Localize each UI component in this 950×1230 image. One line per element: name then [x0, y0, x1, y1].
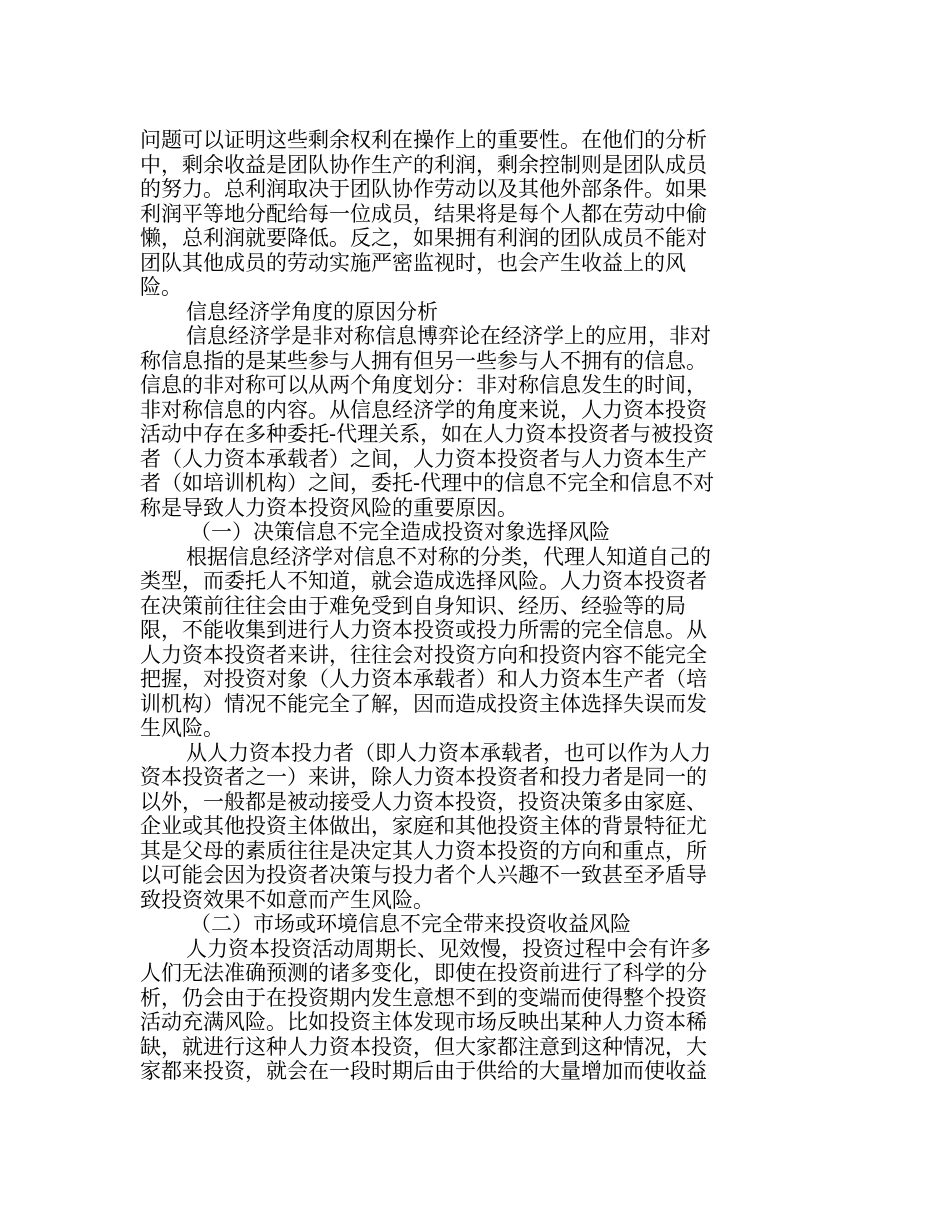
text-line: 在决策前往往会由于难免受到自身知识、经历、经验等的局 — [140, 593, 686, 618]
text-line: 人力资本投资者来讲，往往会对投资方向和投资内容不能完全 — [140, 642, 707, 667]
text-line: 以可能会因为投资者决策与投力者个人兴趣不一致甚至矛盾导 — [140, 863, 707, 887]
text-line: 人力资本投资活动周期长、见效慢，投资过程中会有许多 — [186, 936, 711, 961]
text-line: 析，仍会由于在投资期内发生意想不到的变端而使得整个投资 — [140, 985, 707, 1010]
text-line: 家都来投资，就会在一段时期后由于供给的大量增加而使收益 — [140, 1059, 707, 1083]
text-line: 者（人力资本承载者）之间，人力资本投资者与人力资本生产 — [140, 446, 707, 471]
text-line: 把握，对投资对象（人力资本承载者）和人力资本生产者（培 — [140, 667, 707, 691]
text-line: 致投资效果不如意而产生风险。 — [140, 887, 434, 912]
text-line: 限，不能收集到进行人力资本投资或投力所需的完全信息。从 — [140, 618, 707, 642]
text-line: 缺，就进行这种人力资本投资，但大家都注意到这种情况，大 — [140, 1034, 707, 1059]
text-line: 利润平等地分配给每一位成员，结果将是每个人都在劳动中偷 — [140, 201, 707, 226]
text-line: 以外，一般都是被动接受人力资本投资，投资决策多由家庭、 — [140, 789, 707, 814]
text-line: 人们无法准确预测的诸多变化，即使在投资前进行了科学的分 — [140, 961, 707, 985]
text-line: 懒，总利润就要降低。反之，如果拥有利润的团队成员不能对 — [140, 226, 707, 250]
text-line: 信息的非对称可以从两个角度划分：非对称信息发生的时间， — [140, 373, 707, 397]
text-line: 信息经济学是非对称信息博弈论在经济学上的应用，非对 — [186, 324, 711, 348]
text-line: 资本投资者之一）来讲，除人力资本投资者和投力者是同一的 — [140, 765, 707, 789]
text-line: （二）市场或环境信息不完全带来投资收益风险 — [190, 912, 631, 936]
text-line: 训机构）情况不能完全了解，因而造成投资主体选择失误而发 — [140, 691, 707, 716]
text-line: 的努力。总利润取决于团队协作劳动以及其他外部条件。如果 — [140, 177, 707, 201]
text-line: 问题可以证明这些剩余权利在操作上的重要性。在他们的分析 — [140, 128, 707, 152]
text-line: 类型，而委托人不知道，就会造成选择风险。人力资本投资者 — [140, 569, 707, 593]
text-line: 生风险。 — [140, 716, 224, 740]
text-line: 根据信息经济学对信息不对称的分类，代理人知道自己的 — [186, 544, 711, 569]
text-line: 称信息指的是某些参与人拥有但另一些参与人不拥有的信息。 — [140, 348, 707, 373]
text-line: 中，剩余收益是团队协作生产的利润，剩余控制则是团队成员 — [140, 152, 707, 177]
text-line: 非对称信息的内容。从信息经济学的角度来说，人力资本投资 — [140, 397, 707, 422]
text-line: 险。 — [140, 275, 182, 299]
document-body — [140, 128, 810, 1084]
text-line: （一）决策信息不完全造成投资对象选择风险 — [190, 520, 610, 544]
text-line: 信息经济学角度的原因分析 — [186, 299, 438, 324]
text-line: 活动充满风险。比如投资主体发现市场反映出某种人力资本稀 — [140, 1010, 707, 1034]
text-line: 者（如培训机构）之间，委托-代理中的信息不完全和信息不对 — [140, 471, 715, 495]
text-line: 从人力资本投力者（即人力资本承载者，也可以作为人力 — [186, 740, 711, 765]
text-line: 活动中存在多种委托-代理关系，如在人力资本投资者与被投资 — [140, 422, 715, 446]
text-line: 称是导致人力资本投资风险的重要原因。 — [140, 495, 518, 520]
text-line: 企业或其他投资主体做出，家庭和其他投资主体的背景特征尤 — [140, 814, 707, 838]
text-line: 团队其他成员的劳动实施严密监视时，也会产生收益上的风 — [140, 250, 686, 275]
text-line: 其是父母的素质往往是决定其人力资本投资的方向和重点，所 — [140, 838, 707, 863]
